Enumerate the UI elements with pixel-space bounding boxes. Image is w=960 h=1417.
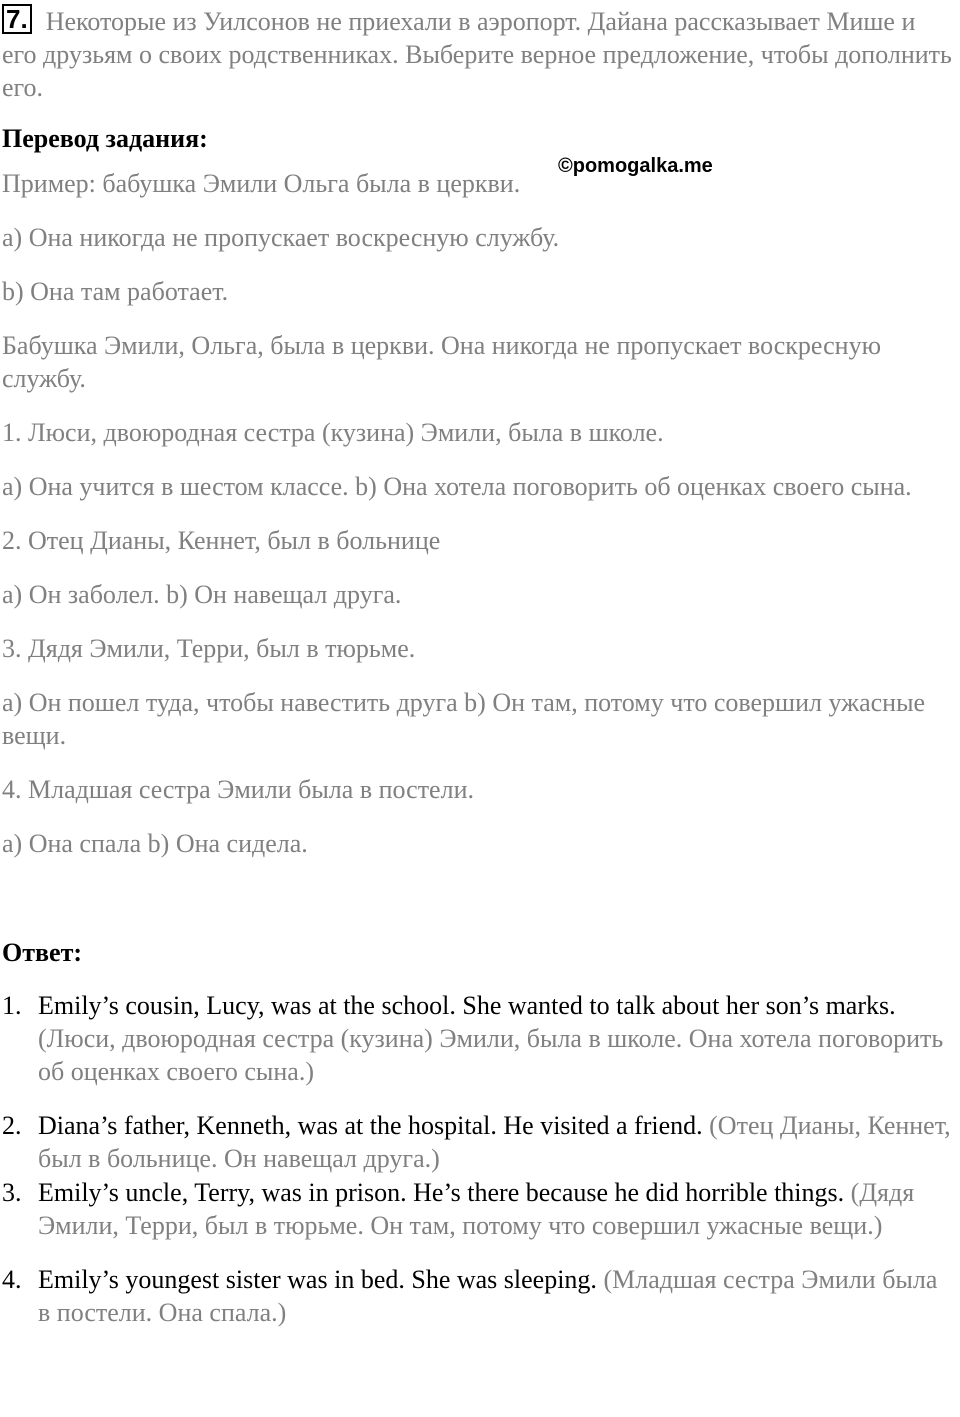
answer-item	[2, 1263, 954, 1329]
answer-english: Emily’s uncle, Terry, was in prison. He’s there because he did horrible things.	[38, 1178, 845, 1207]
translation-line: a) Он заболел. b) Он навещал друга.	[2, 580, 402, 609]
translation-heading: Перевод задания:	[2, 124, 208, 153]
translation-line: b) Она там работает.	[2, 277, 229, 306]
translation-line: Бабушка Эмили, Ольга, была в церкви. Она никогда не пропускает воскресную службу.	[2, 331, 881, 393]
answer-list	[2, 989, 954, 1329]
translation-line: 3. Дядя Эмили, Терри, был в тюрьме.	[2, 634, 416, 663]
answer-russian: (Дядя Эмили, Терри, был в тюрьме. Он там, потому что совершил ужасные вещи.)	[38, 1178, 915, 1240]
answer-english: Diana’s father, Kenneth, was at the hospital. He visited a friend.	[38, 1111, 703, 1140]
answer-heading: Ответ:	[2, 938, 83, 967]
translation-line: a) Он пошел туда, чтобы навестить друга b) Он там, потому что совершил ужасные вещи.	[2, 688, 926, 750]
answer-number: 1.	[2, 991, 22, 1020]
task-statement	[2, 4, 954, 104]
task-text: Некоторые из Уилсонов не приехали в аэропорт. Дайана рассказывает Мише и его друзьям о своих родственниках. Выберите верное предложение, чтобы дополнить его.	[2, 7, 952, 102]
section-spacer	[2, 881, 954, 936]
task-number: 7.	[2, 4, 32, 34]
translation-line: a) Она спала b) Она сидела.	[2, 829, 308, 858]
translation-line: a) Она учится в шестом классе. b) Она хотела поговорить об оценках своего сына.	[2, 472, 912, 501]
answer-item	[2, 989, 954, 1088]
translation-line: a) Она никогда не пропускает воскресную службу.	[2, 223, 560, 252]
answer-english: Emily’s cousin, Lucy, was at the school. She wanted to talk about her son’s marks.	[38, 991, 896, 1020]
answer-number: 3.	[2, 1178, 22, 1207]
translation-line: 2. Отец Дианы, Кеннет, был в больнице	[2, 526, 441, 555]
answer-number: 4.	[2, 1265, 22, 1294]
answer-russian: (Люси, двоюродная сестра (кузина) Эмили, была в школе. Она хотела поговорить об оценках своего сына.)	[38, 1024, 944, 1086]
answer-russian: (Отец Дианы, Кеннет, был в больнице. Он навещал друга.)	[38, 1111, 951, 1173]
translation-line: 4. Младшая сестра Эмили была в постели.	[2, 775, 474, 804]
translation-line: 1. Люси, двоюродная сестра (кузина) Эмили, была в школе.	[2, 418, 664, 447]
answer-russian: (Младшая сестра Эмили была в постели. Она спала.)	[38, 1265, 938, 1327]
answer-item	[2, 1176, 954, 1242]
answer-number: 2.	[2, 1111, 22, 1140]
document-page	[2, 4, 954, 1350]
translation-line: Пример: бабушка Эмили Ольга была в церкви.	[2, 169, 521, 198]
answer-item	[2, 1109, 954, 1175]
answer-english: Emily’s youngest sister was in bed. She was sleeping.	[38, 1265, 597, 1294]
watermark: ©pomogalka.me	[558, 155, 713, 177]
